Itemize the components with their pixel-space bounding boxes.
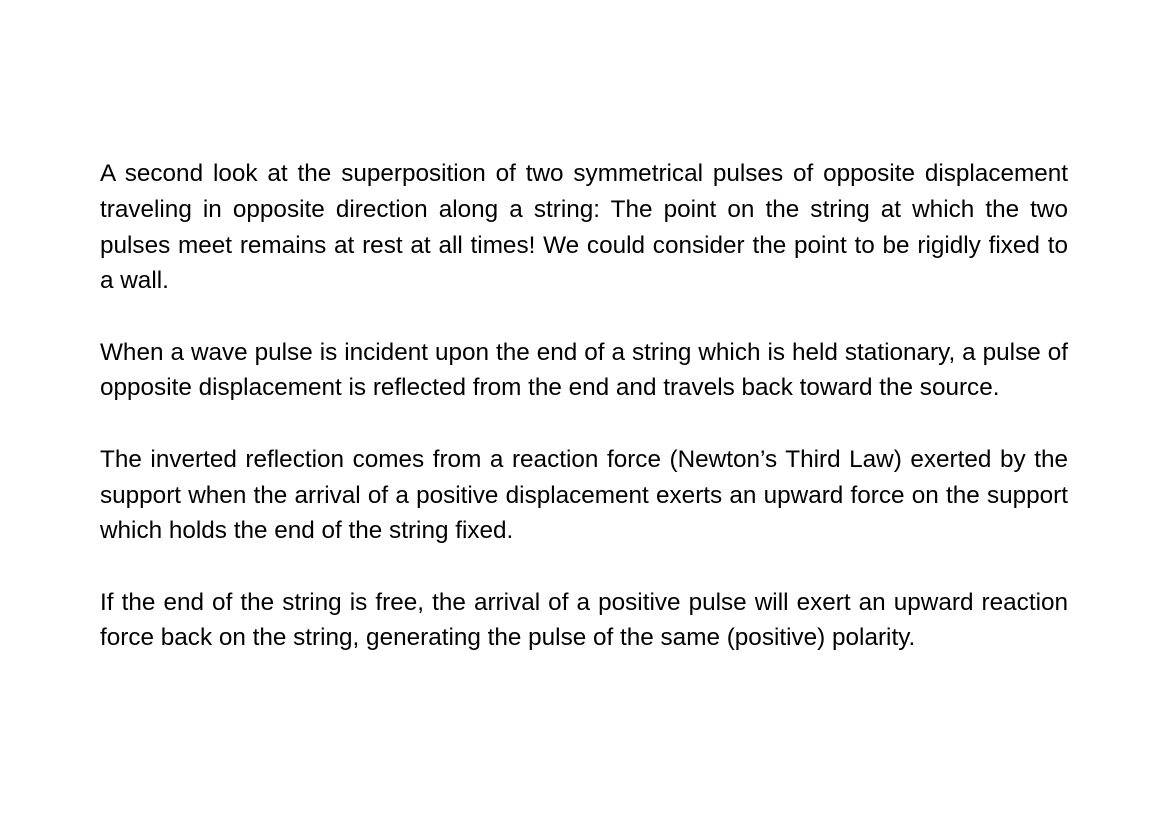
- document-page: [100, 156, 1068, 656]
- paragraph-fixed-end-reflection: When a wave pulse is incident upon the end of a string which is held stationary, a pulse of opposite displacement is reflected from the end and travels back toward the source.: [100, 338, 1068, 402]
- paragraph-superposition: A second look at the superposition of two symmetrical pulses of opposite displacement traveling in opposite direction along a string: The point on the string at which the two pulses meet remains at rest at all times! We could consider the point to be rigidly fixed to a wall.: [100, 160, 1068, 295]
- paragraph-free-end: If the end of the string is free, the arrival of a positive pulse will exert an upward reaction force back on the string, generating the pulse of the same (positive) polarity.: [100, 588, 1068, 652]
- paragraph-reaction-force: The inverted reflection comes from a reaction force (Newton’s Third Law) exerted by the support when the arrival of a positive displacement exerts an upward force on the support which holds the end of the string fixed.: [100, 445, 1068, 545]
